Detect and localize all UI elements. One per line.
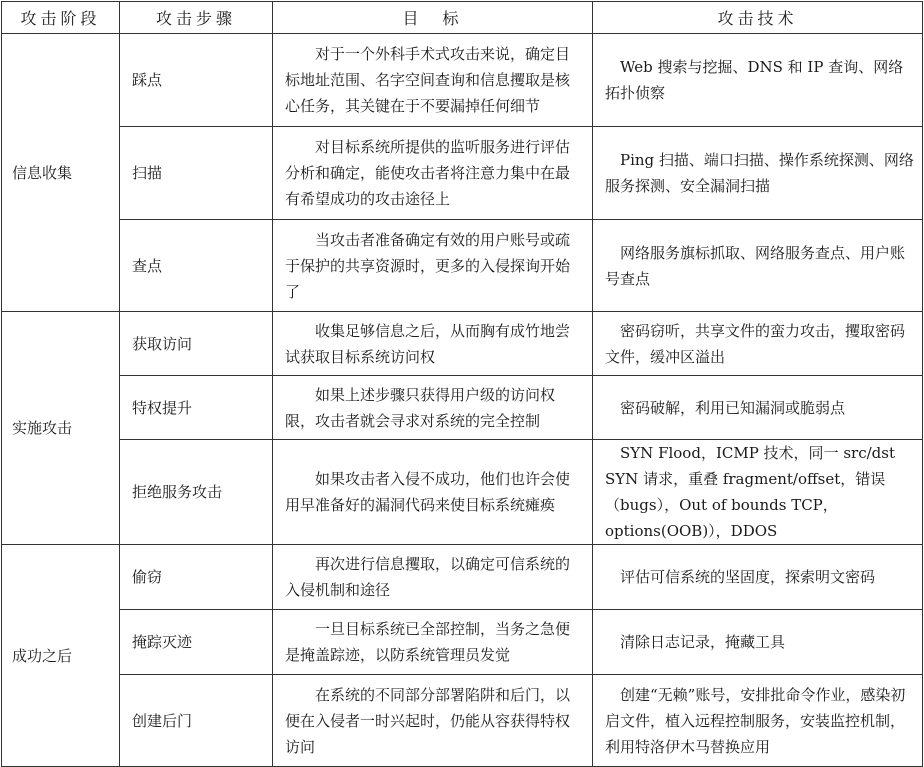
step-cell: 特权提升	[120, 376, 273, 440]
table-row	[2, 610, 923, 675]
technique-cell: 网络服务旗标抓取、网络服务查点、用户账号查点	[593, 220, 923, 312]
technique-cell: Ping 扫描、端口扫描、操作系统探测、网络服务探测、安全漏洞扫描	[593, 127, 923, 220]
table-row	[2, 440, 923, 545]
goal-cell: 如果攻击者入侵不成功，他们也许会使用早准备好的漏洞代码来使目标系统瘫痪	[273, 440, 593, 545]
header-stage: 攻击阶段	[2, 2, 120, 34]
technique-cell: 密码窃听，共享文件的蛮力攻击，攫取密码文件，缓冲区溢出	[593, 312, 923, 376]
goal-cell: 一旦目标系统已全部控制，当务之急便是掩盖踪迹，以防系统管理员发觉	[273, 610, 593, 675]
step-cell: 踩点	[120, 34, 273, 127]
table-row	[2, 220, 923, 312]
technique-cell: Web 搜索与挖掘、DNS 和 IP 查询、网络拓扑侦察	[593, 34, 923, 127]
stage-cell: 信息收集	[2, 34, 120, 312]
technique-cell: SYN Flood，ICMP 技术，同一 src/dst SYN 请求，重叠 fragment/offset，错误（bugs），Out of bounds TCP，options(OOB)），DDOS	[593, 440, 923, 545]
goal-cell: 对目标系统所提供的监听服务进行评估分析和确定，能使攻击者将注意力集中在最有希望成功的攻击途径上	[273, 127, 593, 220]
step-cell: 查点	[120, 220, 273, 312]
goal-cell: 对于一个外科手术式攻击来说，确定目标地址范围、名字空间查询和信息攫取是核心任务，其关键在于不要漏掉任何细节	[273, 34, 593, 127]
header-technique: 攻击技术	[593, 2, 923, 34]
stage-cell: 成功之后	[2, 545, 120, 767]
header-row	[2, 2, 923, 34]
attack-stages-table	[1, 1, 923, 767]
goal-cell: 在系统的不同部分部署陷阱和后门，以便在入侵者一时兴起时，仍能从容获得特权访问	[273, 675, 593, 767]
goal-cell: 再次进行信息攫取，以确定可信系统的入侵机制和途径	[273, 545, 593, 610]
header-step: 攻击步骤	[120, 2, 273, 34]
goal-cell: 如果上述步骤只获得用户级的访问权限，攻击者就会寻求对系统的完全控制	[273, 376, 593, 440]
stage-cell: 实施攻击	[2, 312, 120, 545]
goal-cell: 当攻击者准备确定有效的用户账号或疏于保护的共享资源时，更多的入侵探询开始了	[273, 220, 593, 312]
table-row	[2, 34, 923, 127]
technique-cell: 密码破解，利用已知漏洞或脆弱点	[593, 376, 923, 440]
step-cell: 拒绝服务攻击	[120, 440, 273, 545]
header-goal: 目 标	[273, 2, 593, 34]
step-cell: 偷窃	[120, 545, 273, 610]
step-cell: 扫描	[120, 127, 273, 220]
goal-cell: 收集足够信息之后，从而胸有成竹地尝试获取目标系统访问权	[273, 312, 593, 376]
technique-cell: 创建“无赖”账号，安排批命令作业，感染初启文件，植入远程控制服务，安装监控机制，利用特洛伊木马替换应用	[593, 675, 923, 767]
table-row	[2, 312, 923, 376]
step-cell: 获取访问	[120, 312, 273, 376]
table-row	[2, 127, 923, 220]
table-row	[2, 376, 923, 440]
step-cell: 创建后门	[120, 675, 273, 767]
technique-cell: 评估可信系统的坚固度，探索明文密码	[593, 545, 923, 610]
step-cell: 掩踪灭迹	[120, 610, 273, 675]
technique-cell: 清除日志记录，掩藏工具	[593, 610, 923, 675]
table-row	[2, 675, 923, 767]
table-row	[2, 545, 923, 610]
